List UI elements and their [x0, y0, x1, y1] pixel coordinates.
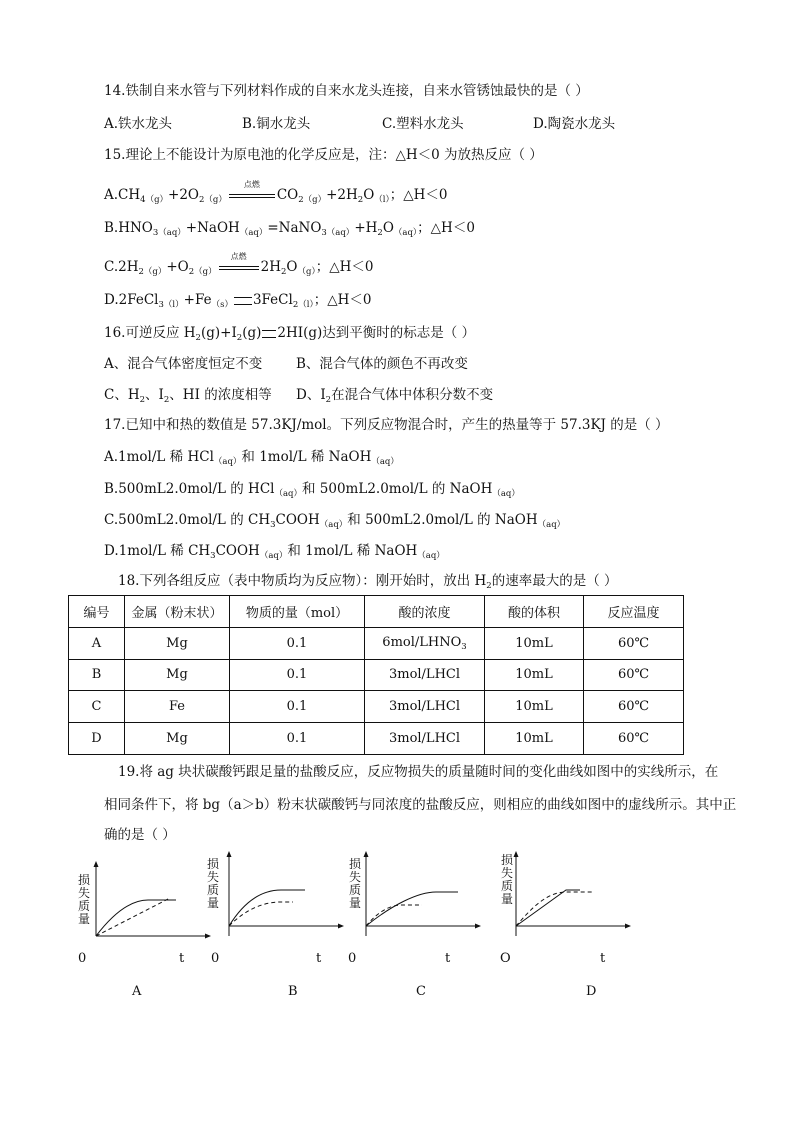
table-header: 金属（粉末状）: [125, 596, 230, 628]
table-header: 反应温度: [584, 596, 684, 628]
table-cell: 0.1: [230, 691, 365, 723]
q19-line-1: 19.将 ag 块状碳酸钙跟足量的盐酸反应，反应物损失的质量随时间的变化曲线如图中的实线所示，在: [118, 764, 719, 780]
graph-b-origin: 0: [211, 951, 220, 966]
table-cell: 10mL: [485, 723, 584, 755]
table-header-row: [69, 596, 684, 628]
table-cell: Mg: [125, 659, 230, 691]
q15-stem: 15.理论上不能设计为原电池的化学反应是，注：△H＜0 为放热反应（ ）: [104, 147, 543, 163]
graph-c-label: C: [416, 984, 426, 999]
q16-option-a: A、混合气体密度恒定不变: [104, 356, 263, 372]
table-cell: 60℃: [584, 691, 684, 723]
table-cell: A: [69, 627, 125, 659]
graph-a-label: A: [132, 984, 142, 999]
table-cell: Fe: [125, 691, 230, 723]
q17-option-d: D.1mol/L 稀 $CH_3COOH_{(aq)}$和 1mol/L 稀 NaOH$_{(aq)}$: [104, 543, 445, 561]
graph-a-origin: 0: [78, 951, 87, 966]
q15-option-b: $B.HNO_{3(aq)}+NaOH_{(aq)}=NaNO_{3(aq)}+H_2O_{(aq)}$；△H＜0: [104, 220, 475, 238]
table-cell: Mg: [125, 627, 230, 659]
graph-d-label: D: [586, 984, 597, 999]
q17-stem: 17.已知中和热的数值是 57.3KJ/mol。下列反应物混合时，产生的热量等于 57.3KJ 的是（ ）: [104, 417, 669, 433]
table-cell: 0.1: [230, 627, 365, 659]
graph-a-xlabel: t: [179, 951, 185, 966]
table-cell: 60℃: [584, 659, 684, 691]
table-cell: C: [69, 691, 125, 723]
table-header: 物质的量（mol）: [230, 596, 365, 628]
table-cell: D: [69, 723, 125, 755]
table-cell: $6mol/LHNO_3$: [365, 627, 485, 659]
q14-option-c: C.塑料水龙头: [382, 116, 464, 132]
q17-option-b: B.500mL2.0mol/L 的 HCl$_{(aq)}$和 500mL2.0mol/L 的 NaOH$_{(aq)}$: [104, 481, 520, 499]
reaction-condition-arrow: 点燃: [219, 262, 259, 274]
q16-stem: 16.可逆反应 $H_2(g)+I_2(g)$ 2HI(g)达到平衡时的标志是（ ）: [104, 325, 476, 343]
q14-option-a: A.铁水龙头: [104, 116, 173, 132]
table-cell: 10mL: [485, 659, 584, 691]
q17-option-a: A.1mol/L 稀 HCl$_{(aq)}$和 1mol/L 稀 NaOH$_{(aq)}$: [104, 449, 399, 467]
q16-option-d: D、$I_2$在混合气体中体积分数不变: [296, 387, 494, 405]
q14-option-d: D.陶瓷水龙头: [533, 116, 616, 132]
q19-line-3: 确的是（ ）: [104, 827, 176, 843]
graph-d-xlabel: t: [600, 951, 606, 966]
q16-option-b: B、混合气体的颜色不再改变: [296, 356, 468, 372]
table-cell: Mg: [125, 723, 230, 755]
table-cell: 10mL: [485, 627, 584, 659]
table-cell: 3mol/LHCl: [365, 723, 485, 755]
graph-a-ylabel: 损失质量: [77, 873, 90, 926]
graph-d: [512, 850, 632, 940]
table-cell: 10mL: [485, 691, 584, 723]
q16-option-c: C、$H_2$、$I_2$、HI 的浓度相等: [104, 387, 272, 405]
table-header: 酸的浓度: [365, 596, 485, 628]
table-header: 酸的体积: [485, 596, 584, 628]
table-row: [69, 627, 684, 659]
table-cell: 0.1: [230, 723, 365, 755]
q15-option-d: $D.2FeCl_{3(l)}+Fe_{(s)}$ 3FeCl$_{2(l)}$；△H＜0: [104, 292, 372, 310]
table-cell: 60℃: [584, 627, 684, 659]
table-row: [69, 723, 684, 755]
q14-option-b: B.铜水龙头: [242, 116, 311, 132]
q18-stem: 18.下列各组反应（表中物质均为反应物）：刚开始时，放出 $H_2$的速率最大的是（ ）: [118, 573, 618, 591]
graph-c-xlabel: t: [445, 951, 451, 966]
graph-b-ylabel: 损失质量: [206, 857, 219, 910]
graph-c: [362, 850, 482, 940]
q15-option-a: $A.CH_{4(g)}+2O_{2(g)}$ 点燃 $CO_{2(g)}+2H_2O_{(l)}$；△H＜0: [104, 179, 448, 205]
table-cell: 0.1: [230, 659, 365, 691]
graph-c-origin: 0: [348, 951, 357, 966]
table-cell: B: [69, 659, 125, 691]
table-header: 编号: [69, 596, 125, 628]
table-cell: 60℃: [584, 723, 684, 755]
graph-d-ylabel: 损失质量: [500, 853, 513, 906]
q19-line-2: 相同条件下，将 bg（a＞b）粉末状碳酸钙与同浓度的盐酸反应，则相应的曲线如图中的虚线所示。其中正: [104, 797, 737, 813]
graph-c-ylabel: 损失质量: [348, 857, 361, 910]
table-row: [69, 659, 684, 691]
q17-option-c: C.500mL2.0mol/L 的 $CH_3COOH_{(aq)}$和 500mL2.0mol/L 的 NaOH$_{(aq)}$: [104, 512, 566, 530]
reaction-condition-arrow: 点燃: [229, 190, 275, 202]
graph-b-label: B: [288, 984, 298, 999]
reaction-table: [68, 595, 684, 755]
graph-b-xlabel: t: [316, 951, 322, 966]
q15-option-c: $C.2H_{2(g)}+O_{2(g)}$ 点燃 $2H_2O_{(g)}$；△H＜0: [104, 251, 374, 277]
graph-b: [225, 850, 345, 940]
graph-a: [92, 860, 212, 940]
table-cell: 3mol/LHCl: [365, 659, 485, 691]
q14-stem: 14.铁制自来水管与下列材料作成的自来水龙头连接，自来水管锈蚀最快的是（ ）: [104, 83, 589, 99]
table-row: [69, 691, 684, 723]
table-cell: 3mol/LHCl: [365, 691, 485, 723]
graph-d-origin: O: [500, 951, 511, 966]
